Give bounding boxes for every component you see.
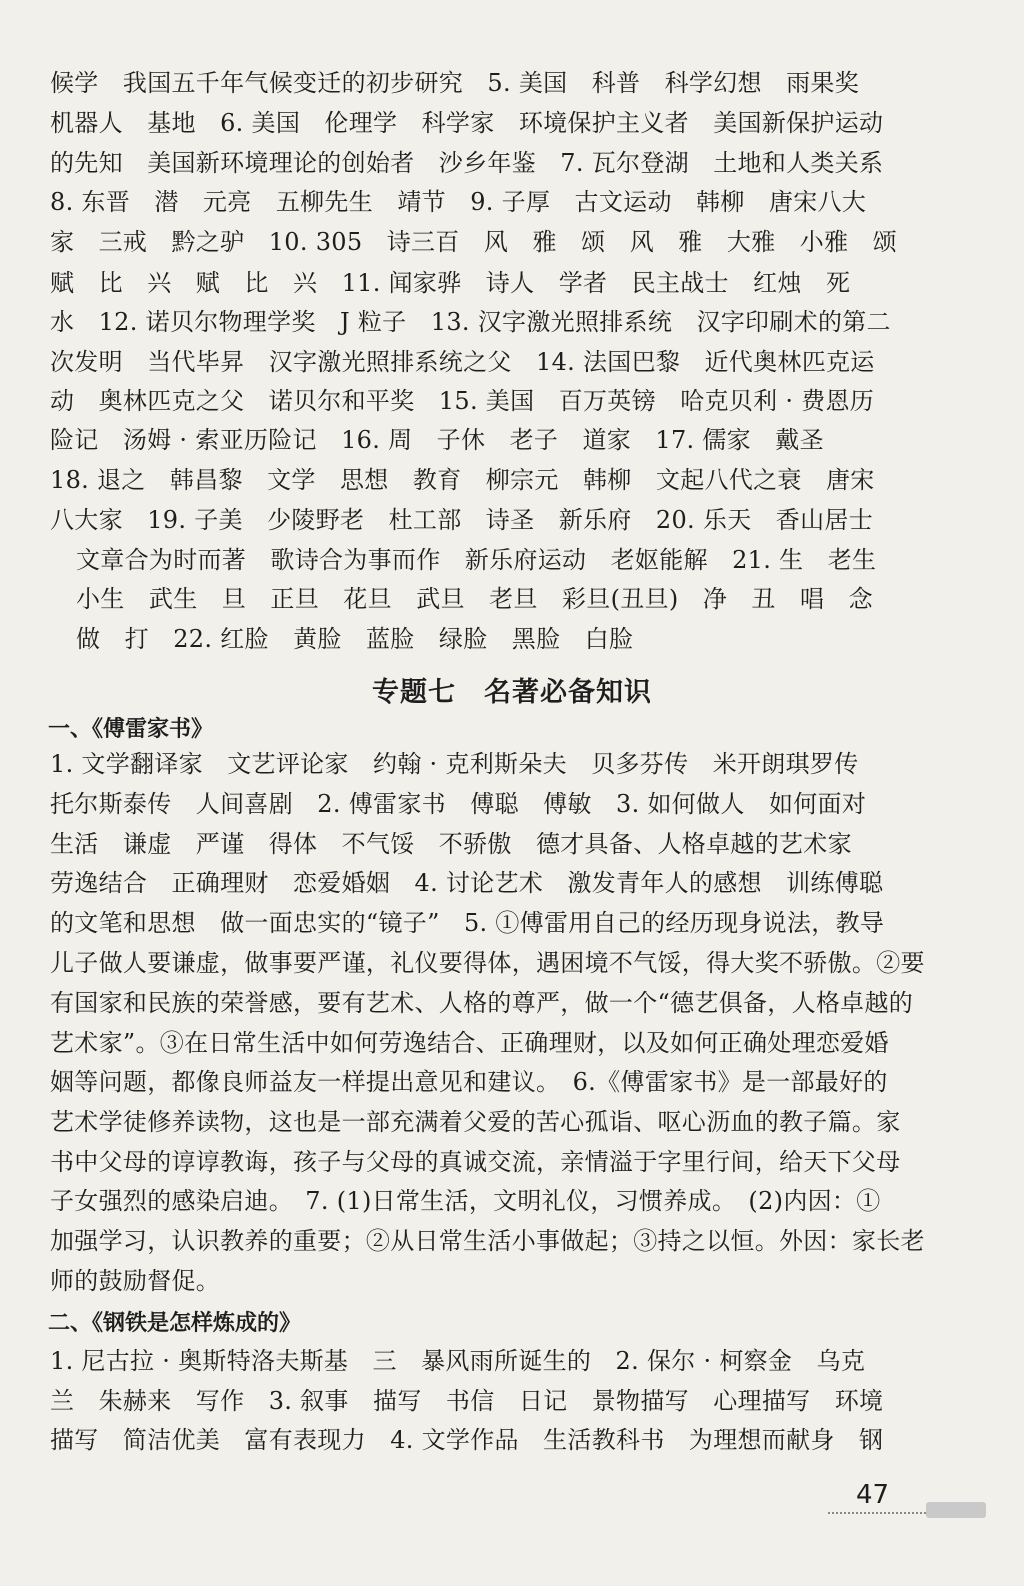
part2-line: 1. 尼古拉 · 奥斯特洛夫斯基 三 暴风雨所诞生的 2. 保尔 · 柯察金 乌克	[50, 1347, 866, 1375]
part1-line: 儿子做人要谦虚，做事要严谨，礼仪要得体，遇困境不气馁，得大奖不骄傲。②要	[50, 949, 925, 977]
answer-line: 次发明 当代毕昇 汉字激光照排系统之父 14. 法国巴黎 近代奥林匹克运	[50, 348, 875, 376]
part1-line: 师的鼓励督促。	[50, 1267, 221, 1295]
answer-line: 赋 比 兴 赋 比 兴 11. 闻家骅 诗人 学者 民主战士 红烛 死	[50, 269, 851, 297]
answer-line: 机器人 基地 6. 美国 伦理学 科学家 环境保护主义者 美国新保护运动	[50, 109, 884, 137]
section-title: 专题七 名著必备知识	[372, 677, 652, 708]
answer-line: 做 打 22. 红脸 黄脸 蓝脸 绿脸 黑脸 白脸	[76, 625, 634, 653]
part1-line: 劳逸结合 正确理财 恋爱婚姻 4. 讨论艺术 激发青年人的感想 训练傅聪	[50, 869, 884, 897]
page-number: 47	[856, 1480, 890, 1510]
answer-line: 水 12. 诺贝尔物理学奖 J 粒子 13. 汉字激光照排系统 汉字印刷术的第二	[50, 308, 891, 336]
part2-line: 兰 朱赫来 写作 3. 叙事 描写 书信 日记 景物描写 心理描写 环境	[50, 1387, 884, 1415]
part1-heading: 一、《傅雷家书》	[48, 717, 214, 742]
part1-line: 生活 谦虚 严谨 得体 不气馁 不骄傲 德才具备、人格卓越的艺术家	[50, 830, 852, 858]
answer-line: 八大家 19. 子美 少陵野老 杜工部 诗圣 新乐府 20. 乐天 香山居士	[50, 506, 873, 534]
answer-line: 小生 武生 旦 正旦 花旦 武旦 老旦 彩旦(丑旦) 净 丑 唱 念	[76, 585, 873, 613]
part1-line: 托尔斯泰传 人间喜剧 2. 傅雷家书 傅聪 傅敏 3. 如何做人 如何面对	[50, 790, 867, 818]
answer-line: 动 奥林匹克之父 诺贝尔和平奖 15. 美国 百万英镑 哈克贝利 · 费恩历	[50, 387, 875, 415]
part1-line: 书中父母的谆谆教诲，孩子与父母的真诚交流，亲情溢于字里行间，给天下父母	[50, 1148, 901, 1176]
part1-line: 艺术家”。③在日常生活中如何劳逸结合、正确理财，以及如何正确处理恋爱婚	[50, 1029, 889, 1057]
part1-line: 1. 文学翻译家 文艺评论家 约翰 · 克利斯朵夫 贝多芬传 米开朗琪罗传	[50, 750, 859, 778]
footer-dotted-rule	[828, 1512, 938, 1514]
answer-line: 的先知 美国新环境理论的创始者 沙乡年鉴 7. 瓦尔登湖 土地和人类关系	[50, 149, 884, 177]
part1-line: 艺术学徒修养读物，这也是一部充满着父爱的苦心孤诣、呕心沥血的教子篇。家	[50, 1108, 901, 1136]
part1-line: 加强学习，认识教养的重要；②从日常生活小事做起；③持之以恒。外因：家长老	[50, 1227, 925, 1255]
answer-line: 家 三戒 黔之驴 10. 305 诗三百 风 雅 颂 风 雅 大雅 小雅 颂	[50, 228, 898, 256]
footer-corner-bar	[926, 1502, 986, 1518]
answer-line: 险记 汤姆 · 索亚历险记 16. 周 子休 老子 道家 17. 儒家 戴圣	[50, 426, 824, 454]
part1-line: 有国家和民族的荣誉感，要有艺术、人格的尊严，做一个“德艺俱备，人格卓越的	[50, 989, 914, 1017]
answer-line: 8. 东晋 潜 元亮 五柳先生 靖节 9. 子厚 古文运动 韩柳 唐宋八大	[50, 188, 867, 216]
part2-heading: 二、《钢铁是怎样炼成的》	[48, 1311, 302, 1336]
part1-line: 的文笔和思想 做一面忠实的“镜子” 5. ①傅雷用自己的经历现身说法，教导	[50, 909, 885, 937]
answer-line: 候学 我国五千年气候变迁的初步研究 5. 美国 科普 科学幻想 雨果奖	[50, 69, 860, 97]
part2-line: 描写 简洁优美 富有表现力 4. 文学作品 生活教科书 为理想而献身 钢	[50, 1426, 884, 1454]
part1-line: 姻等问题，都像良师益友一样提出意见和建议。 6.《傅雷家书》是一部最好的	[50, 1068, 888, 1096]
answer-line: 文章合为时而著 歌诗合为事而作 新乐府运动 老妪能解 21. 生 老生	[76, 546, 877, 574]
answer-line: 18. 退之 韩昌黎 文学 思想 教育 柳宗元 韩柳 文起八代之衰 唐宋	[50, 466, 875, 494]
part1-line: 子女强烈的感染启迪。 7. (1)日常生活，文明礼仪，习惯养成。 (2)内因：①	[50, 1187, 881, 1215]
